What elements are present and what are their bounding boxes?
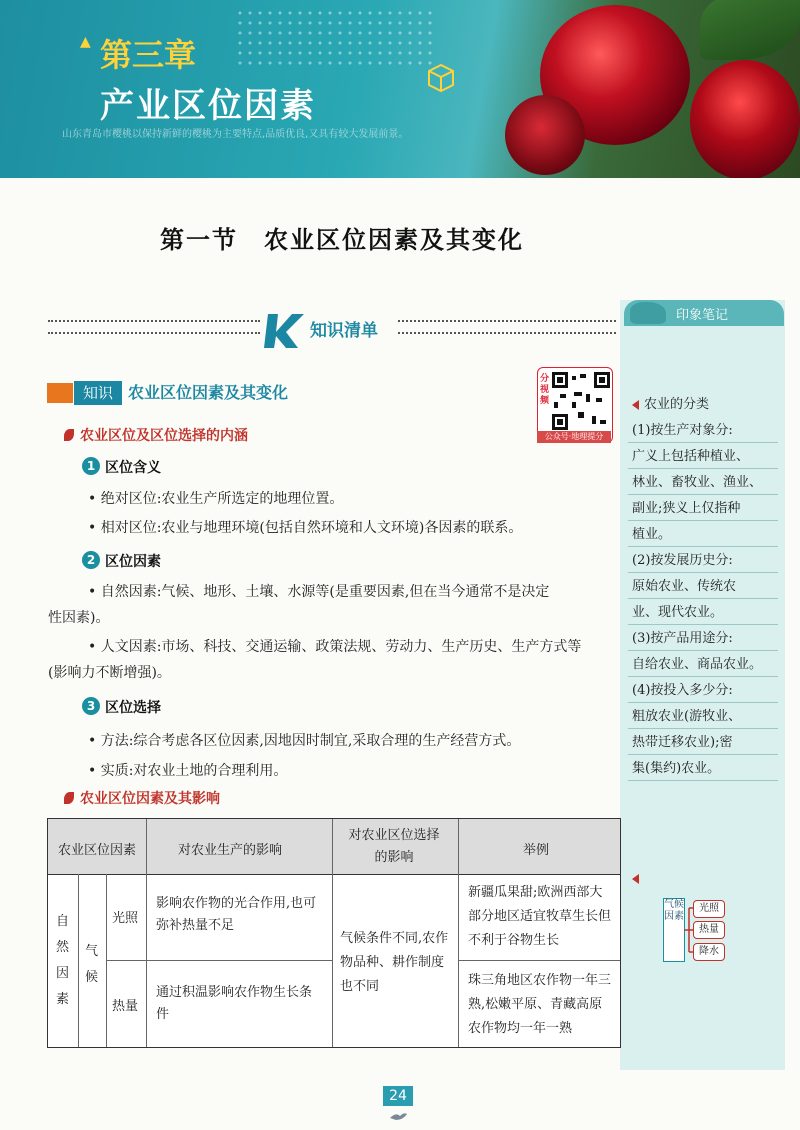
divider — [628, 572, 778, 573]
k-logo-icon — [264, 312, 306, 350]
table-cell: 光照 — [112, 911, 139, 926]
subheading-text: 农业区位及区位选择的内涵 — [80, 428, 248, 444]
divider — [628, 494, 778, 495]
divider — [628, 728, 778, 729]
sidebar-line: 广义上包括种植业、 — [632, 449, 750, 464]
sidebar-line: 农业的分类 — [644, 397, 710, 412]
text-line: • 人文因素:市场、科技、交通运输、政策法规、劳动力、生产历史、生产方式等 — [88, 639, 582, 655]
book-icon — [47, 383, 73, 403]
divider — [628, 702, 778, 703]
sidebar-line: (3)按产品用途分: — [632, 631, 733, 646]
arrow-icon — [632, 400, 639, 410]
text-line: • 方法:综合考虑各区位因素,因地因时制宜,采取合理的生产经营方式。 — [88, 733, 521, 749]
table-cell: 影响农作物的光合作用,也可弥补热量不足 — [156, 896, 317, 933]
mindmap-item: 热量 — [693, 921, 725, 939]
banner-caption: 山东青岛市樱桃以保持新鲜的樱桃为主要特点,品质优良,又具有较大发展前景。 — [62, 129, 409, 140]
item-heading: 区位选择 — [105, 700, 161, 716]
divider — [458, 960, 620, 961]
table-header: 对农业区位选择的影响 — [348, 828, 440, 865]
divider — [106, 874, 107, 1047]
cube-icon — [425, 62, 457, 94]
sidebar-line: 粗放农业(游牧业、 — [632, 709, 742, 724]
divider — [332, 819, 333, 1047]
dot-pattern — [235, 8, 435, 68]
table-header: 对农业生产的影响 — [178, 843, 283, 858]
divider — [628, 676, 778, 677]
cherry-image — [690, 60, 800, 178]
knowledge-label: 知识 — [74, 381, 122, 405]
arrow-icon — [632, 874, 639, 884]
table-cell: 气候条件不同,农作物品种、耕作制度也不同 — [340, 931, 449, 994]
sidebar-line: 自给农业、商品农业。 — [632, 657, 763, 672]
table-cell: 珠三角地区农作物一年三熟,松嫩平原、青藏高原农作物均一年一熟 — [468, 973, 612, 1036]
text-line: (影响力不断增强)。 — [48, 665, 171, 681]
elephant-icon — [630, 302, 666, 324]
factor-table — [47, 818, 621, 1048]
number-badge: 2 — [82, 551, 100, 569]
leaf-icon — [64, 429, 74, 441]
item-heading: 区位因素 — [105, 554, 161, 570]
divider — [398, 320, 616, 334]
divider — [48, 320, 260, 334]
sidebar-line: (2)按发展历史分: — [632, 553, 733, 568]
divider — [628, 754, 778, 755]
chapter-number: 第三章 — [100, 36, 197, 74]
qr-caption: 公众号·地理提分 — [537, 431, 611, 443]
sidebar-line: 热带迁移农业);密 — [632, 735, 733, 750]
knowledge-list-heading: 知识清单 — [310, 321, 378, 341]
knowledge-title: 农业区位因素及其变化 — [128, 383, 289, 402]
video-tag: 分视频 — [540, 374, 550, 406]
divider — [106, 960, 332, 961]
sidebar-line: 副业;狭义上仅指种 — [632, 501, 741, 516]
cherry-image — [505, 95, 585, 175]
table-cell: 通过积温影响农作物生长条件 — [156, 985, 313, 1022]
leaf-icon — [64, 792, 74, 804]
subheading — [64, 425, 248, 445]
sidebar-line: 植业。 — [632, 527, 672, 542]
mindmap-item: 光照 — [693, 900, 725, 918]
sidebar-line: (4)按投入多少分: — [632, 683, 733, 698]
divider — [628, 780, 778, 781]
text-line: • 自然因素:气候、地形、土壤、水源等(是重要因素,但在当今通常不是决定 — [88, 584, 550, 600]
bird-icon — [388, 1110, 408, 1122]
text-line: 性因素)。 — [48, 610, 110, 626]
table-cell: 新疆瓜果甜;欧洲西部大部分地区适宜牧草生长但不利于谷物生长 — [468, 885, 612, 948]
sidebar-line: (1)按生产对象分: — [632, 423, 733, 438]
subheading — [64, 788, 220, 808]
divider — [628, 624, 778, 625]
table-cell: 自然因素 — [56, 914, 70, 1007]
item-heading: 区位含义 — [105, 460, 161, 476]
chapter-title: 产业区位因素 — [100, 86, 316, 126]
page-number: 24 — [383, 1086, 413, 1106]
sidebar-line: 原始农业、传统农 — [632, 579, 737, 594]
triangle-icon: ▲ — [80, 34, 91, 50]
sidebar-line: 集(集约)农业。 — [632, 761, 721, 776]
divider — [628, 650, 778, 651]
table-cell: 热量 — [112, 999, 139, 1014]
divider — [628, 546, 778, 547]
sidebar-heading: 印象笔记 — [676, 308, 729, 323]
text-line: • 实质:对农业土地的合理利用。 — [88, 763, 288, 779]
divider — [48, 874, 620, 875]
section-title: 第一节 农业区位因素及其变化 — [160, 225, 524, 254]
divider — [628, 442, 778, 443]
text-line: • 相对区位:农业与地理环境(包括自然环境和人文环境)各因素的联系。 — [88, 520, 523, 536]
leaf-image — [700, 0, 800, 60]
table-header: 举例 — [523, 843, 550, 858]
divider — [628, 598, 778, 599]
table-cell: 气候 — [85, 944, 99, 985]
divider — [458, 819, 459, 1047]
subheading-text: 农业区位因素及其影响 — [80, 791, 220, 807]
mindmap-item: 降水 — [693, 943, 725, 961]
number-badge: 3 — [82, 697, 100, 715]
mindmap-root: 气候因素 — [663, 898, 685, 962]
divider — [628, 468, 778, 469]
divider — [78, 874, 79, 1047]
sidebar-line: 林业、畜牧业、渔业、 — [632, 475, 763, 490]
qr-pattern-icon — [552, 372, 610, 430]
number-badge: 1 — [82, 457, 100, 475]
table-header: 农业区位因素 — [58, 843, 137, 858]
sidebar-line: 业、现代农业。 — [632, 605, 724, 620]
text-line: • 绝对区位:农业生产所选定的地理位置。 — [88, 491, 344, 507]
divider — [628, 520, 778, 521]
